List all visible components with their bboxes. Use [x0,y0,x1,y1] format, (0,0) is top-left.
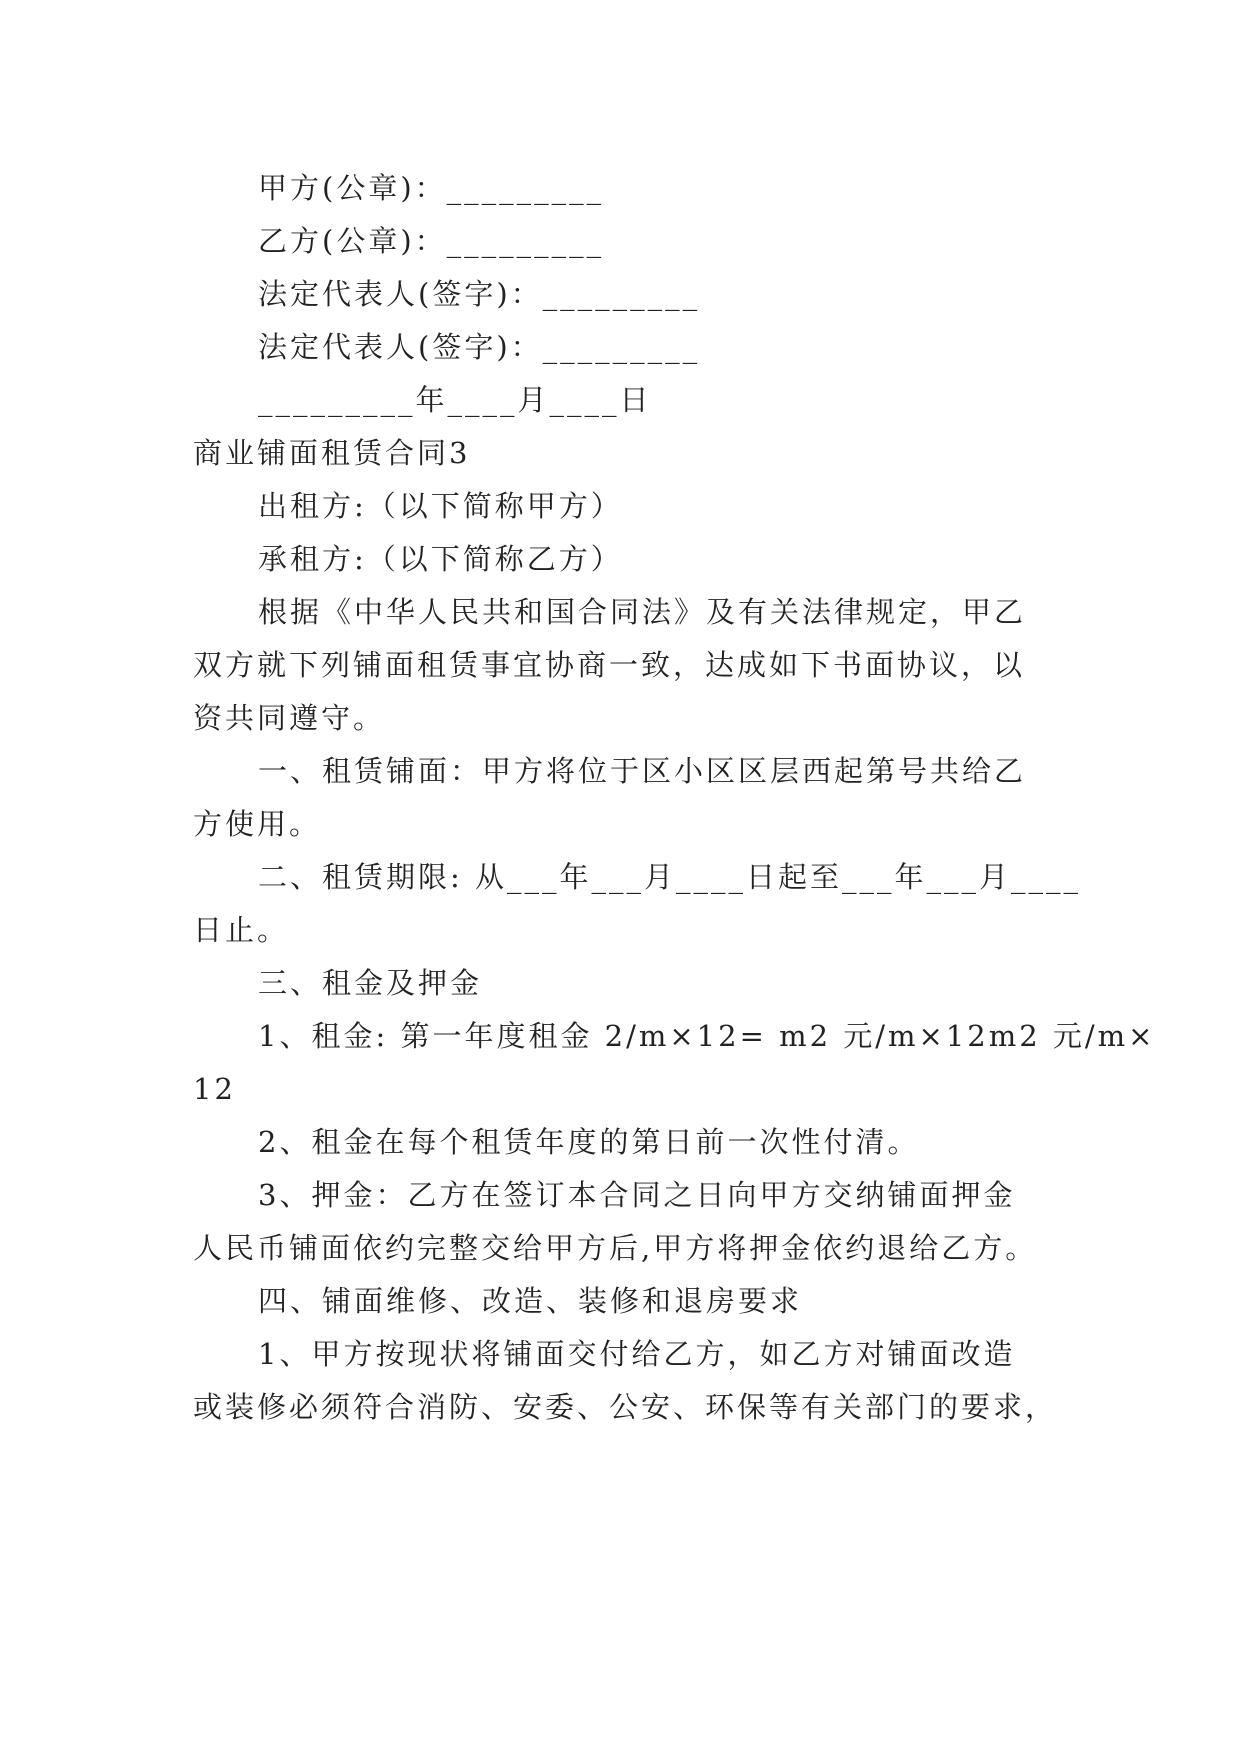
preamble-paragraph-line-2: 双方就下列铺面租赁事宜协商一致，达成如下书面协议，以 [193,648,1026,682]
lessor-line: 出租方:（以下简称甲方） [258,489,623,523]
lessee-line: 承租方:（以下简称乙方） [258,542,623,576]
clause-2-line-1: 二、租赁期限: 从___年___月____日起至___年___月____ [258,860,1081,894]
clause-4-item-1-line-1: 1、甲方按现状将铺面交付给乙方，如乙方对铺面改造 [258,1337,1016,1371]
party-a-seal-line: 甲方(公章)：_________ [258,171,605,205]
clause-3-heading: 三、租金及押金 [258,966,483,1000]
clause-1-line-1: 一、租赁铺面：甲方将位于区小区区层西起第号共给乙 [258,754,1027,788]
clause-4-heading: 四、铺面维修、改造、装修和退房要求 [258,1284,803,1318]
contract-title: 商业铺面租赁合同3 [193,436,471,470]
date-line: _________年____月____日 [258,383,652,417]
clause-3-item-2: 2、租金在每个租赁年度的第日前一次性付清。 [258,1125,920,1159]
clause-2-line-2: 日止。 [193,913,290,947]
clause-3-item-1-line-2: 12 [193,1072,236,1106]
legal-rep-signature-line-1: 法定代表人(签字)：_________ [258,277,701,311]
clause-1-line-2: 方使用。 [193,807,322,841]
preamble-paragraph-line-1: 根据《中华人民共和国合同法》及有关法律规定，甲乙 [258,595,1027,629]
clause-3-item-3-line-1: 3、押金：乙方在签订本合同之日向甲方交纳铺面押金 [258,1178,1016,1212]
preamble-paragraph-line-3: 资共同遵守。 [193,701,386,735]
party-b-seal-line: 乙方(公章)：_________ [258,224,605,258]
clause-4-item-1-line-2: 或装修必须符合消防、安委、公安、环保等有关部门的要求， [193,1390,1058,1424]
clause-3-item-3-line-2: 人民币铺面依约完整交给甲方后,甲方将押金依约退给乙方。 [193,1231,1038,1265]
clause-3-item-1-line-1: 1、租金: 第一年度租金 2/m×12= m2 元/m×12m2 元/m× [258,1019,1156,1053]
legal-rep-signature-line-2: 法定代表人(签字)：_________ [258,330,701,364]
